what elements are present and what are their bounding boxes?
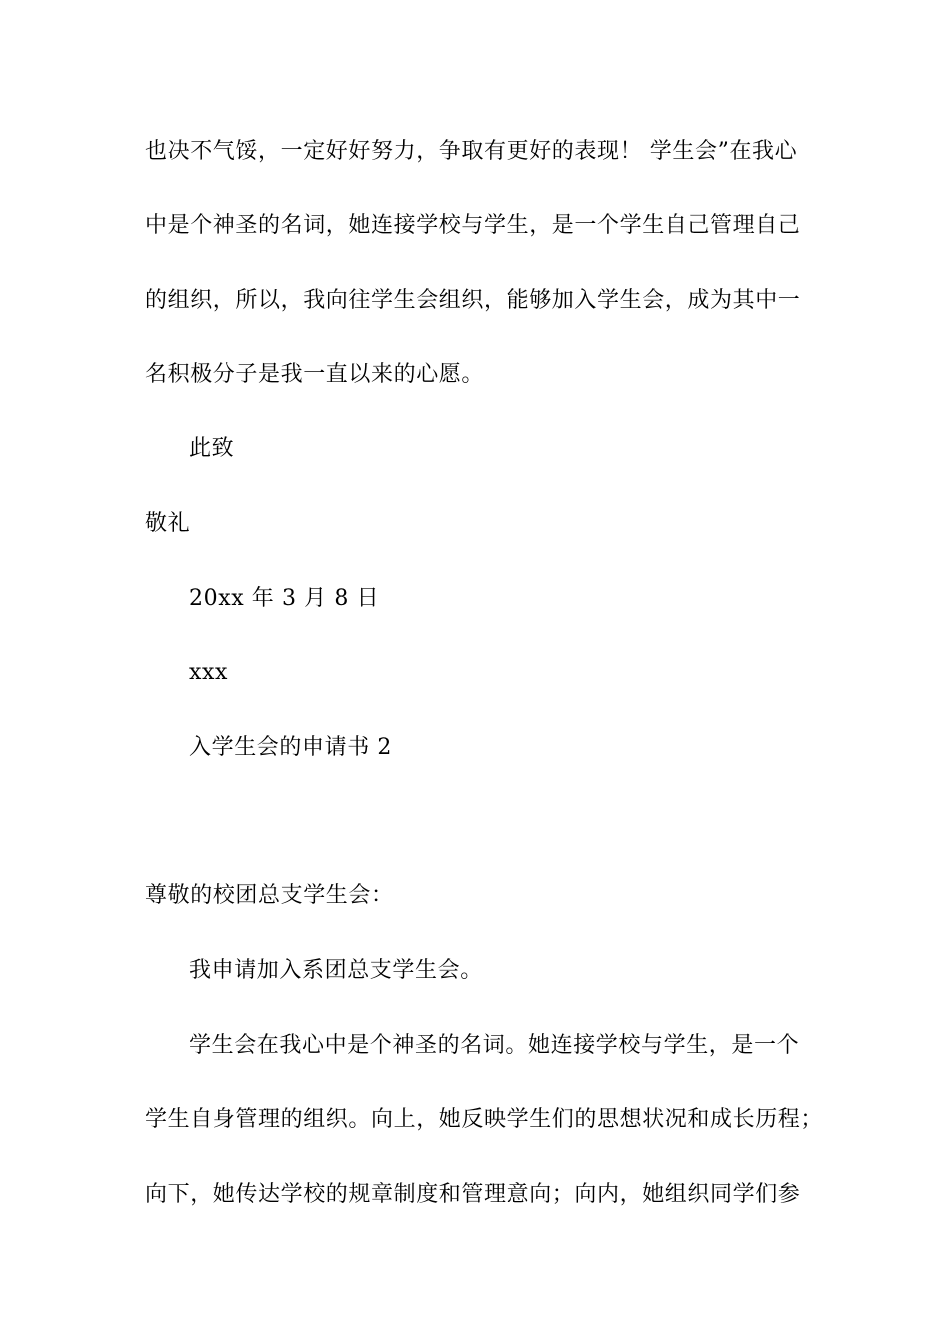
paragraph-line: 名积极分子是我一直以来的心愿。 — [145, 362, 485, 387]
signature-line: xxx — [189, 660, 229, 685]
paragraph-line: 我申请加入系团总支学生会。 — [189, 958, 483, 983]
section-title: 入学生会的申请书 2 — [189, 735, 392, 760]
paragraph-line: 向下，她传达学校的规章制度和管理意向；向内，她组织同学们参 — [145, 1182, 801, 1207]
salutation-line: 敬礼 — [145, 511, 191, 536]
closing-line: 此致 — [189, 436, 235, 461]
greeting-line: 尊敬的校团总支学生会： — [145, 883, 394, 908]
paragraph-line: 也决不气馁，一定好好努力，争取有更好的表现！ 学生会”在我心 — [145, 139, 798, 164]
paragraph-line: 的组织，所以，我向往学生会组织，能够加入学生会，成为其中一 — [145, 288, 801, 313]
paragraph-line: 学生会在我心中是个神圣的名词。她连接学校与学生，是一个 — [189, 1033, 800, 1058]
date-line: 20xx 年 3 月 8 日 — [189, 586, 380, 611]
paragraph-line: 中是个神圣的名词，她连接学校与学生，是一个学生自己管理自己 — [145, 213, 801, 238]
paragraph-line: 学生自身管理的组织。向上，她反映学生们的思想状况和成长历程； — [145, 1107, 824, 1132]
